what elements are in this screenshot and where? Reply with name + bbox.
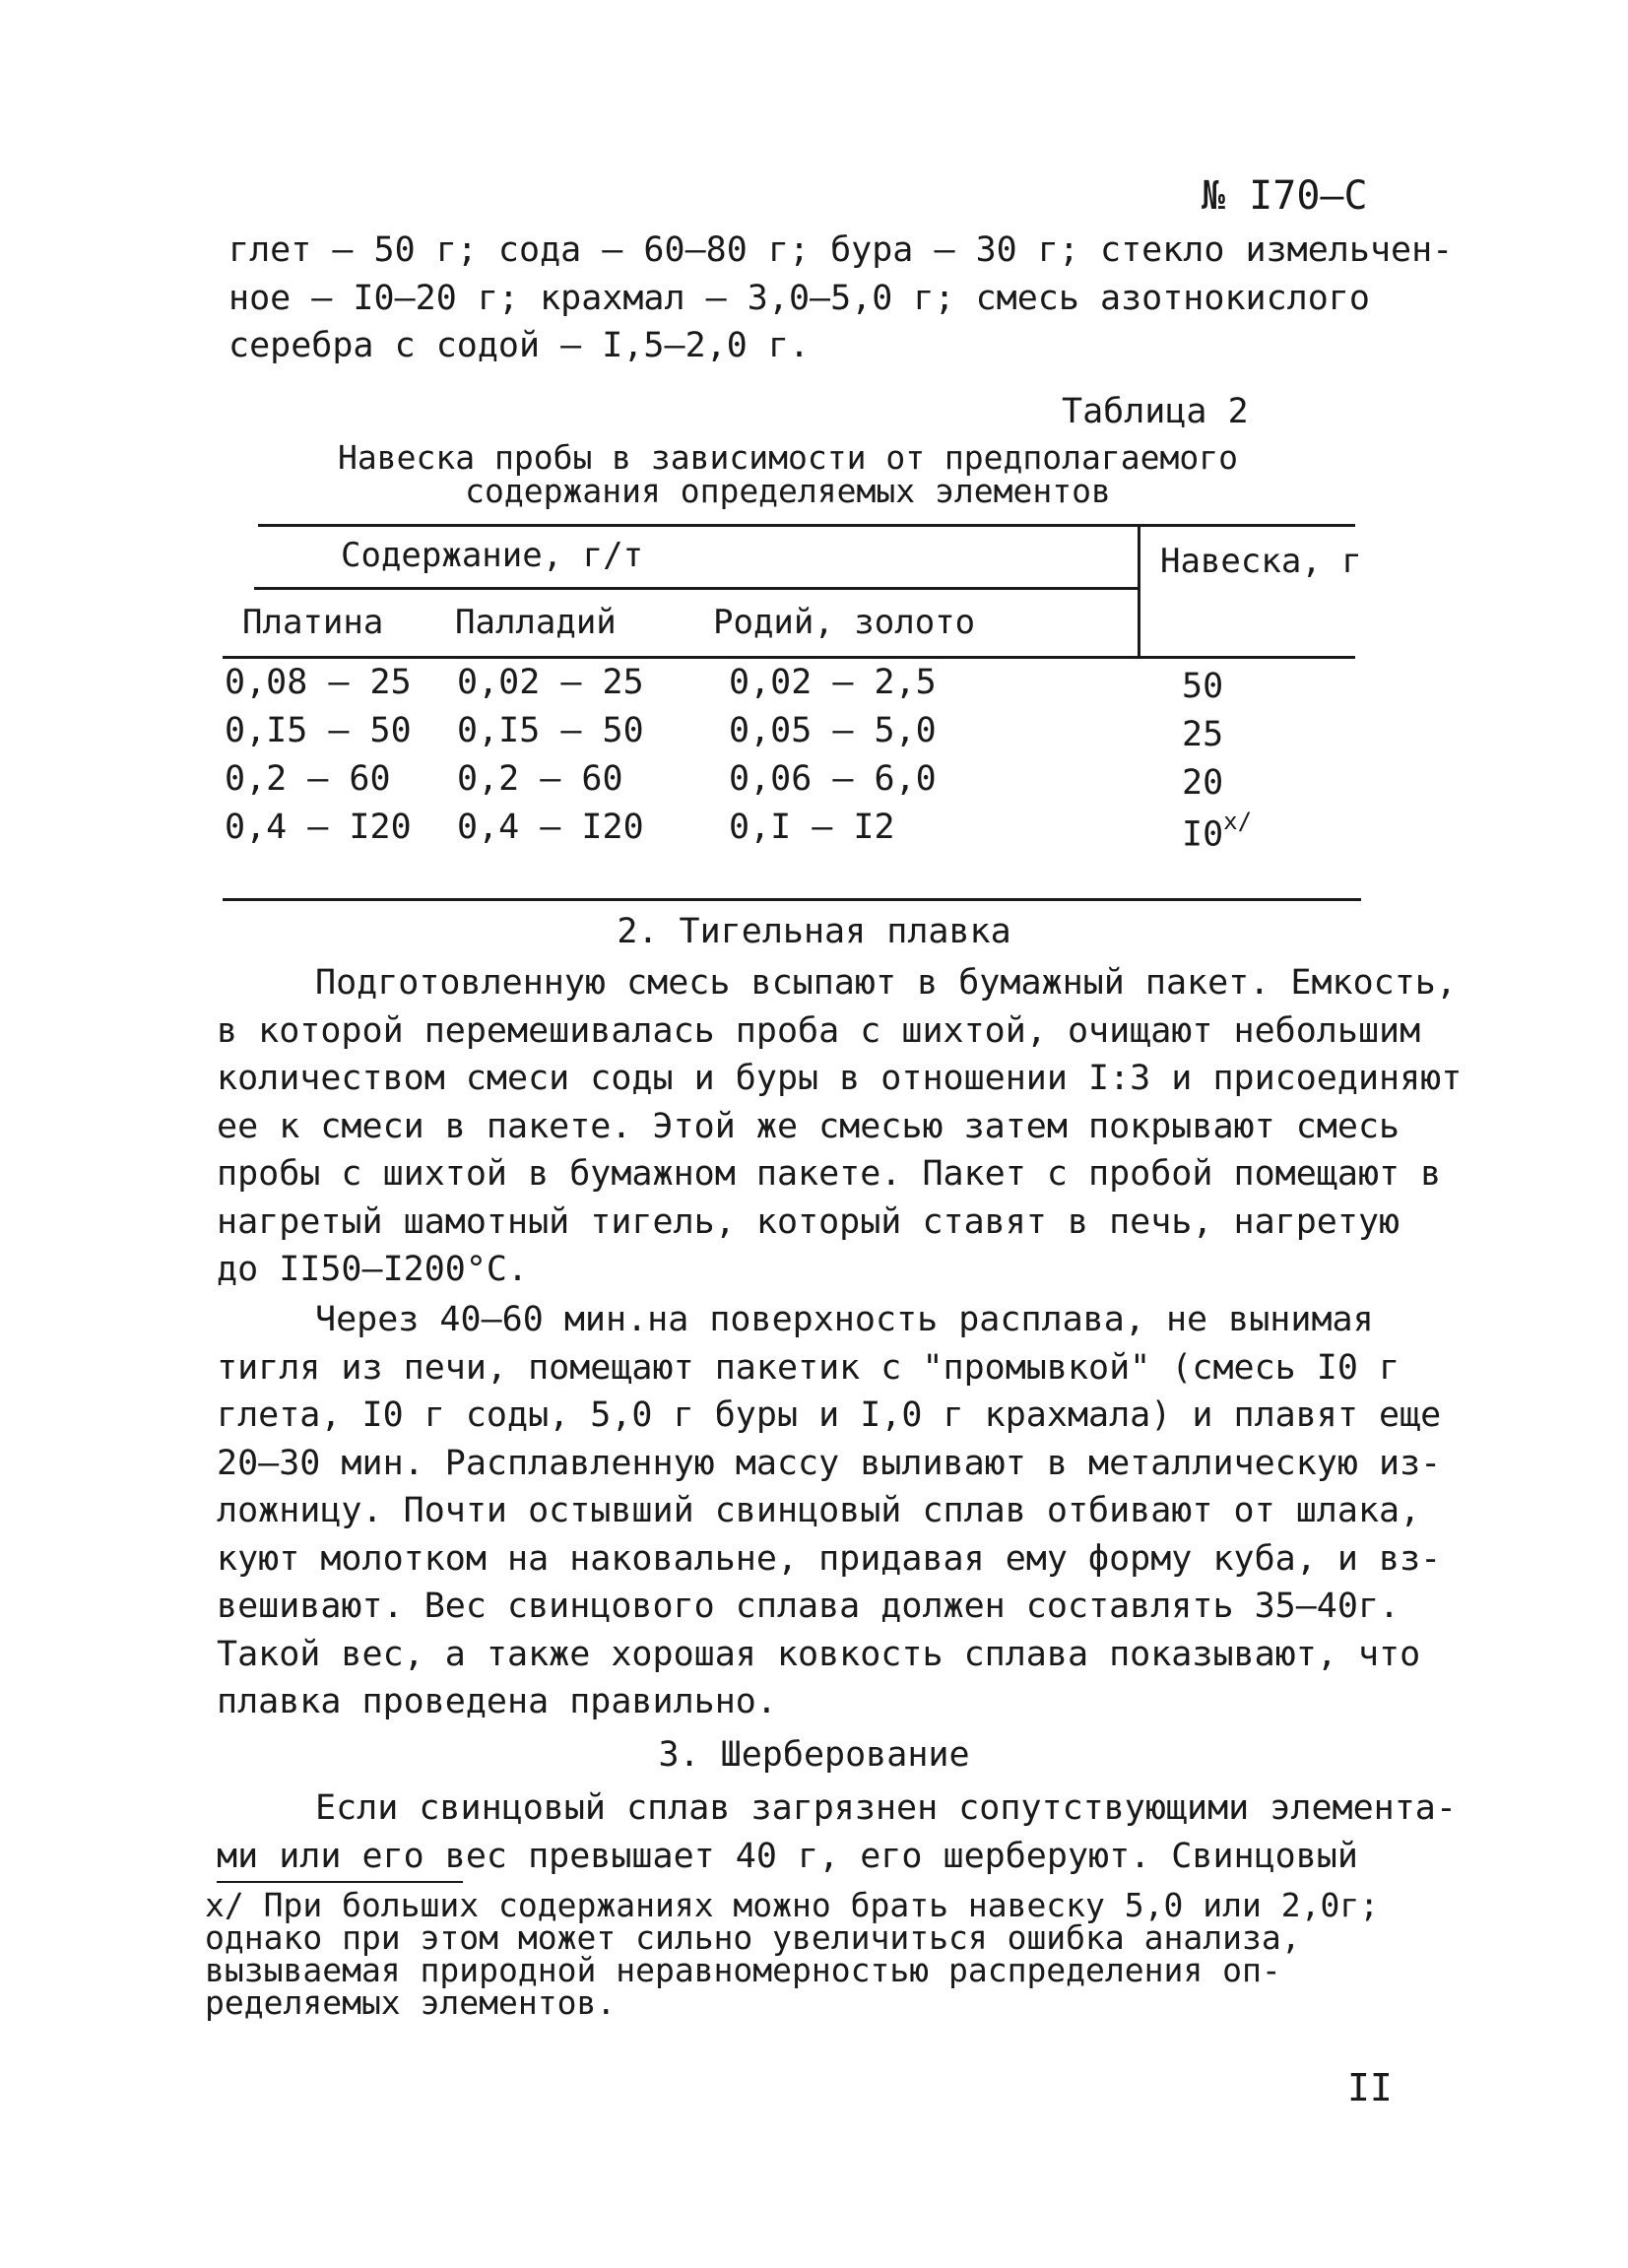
footnote-marker: х/ (1223, 808, 1253, 835)
table-group-rule (254, 587, 1140, 590)
footnote-line: ределяемых элементов. (205, 1983, 617, 2022)
cell-palladium: 0,2 – 60 (457, 759, 623, 799)
text-line: тигля из печи, помещают пакетик с "промывкой" (смесь I0 г (217, 1347, 1400, 1388)
cell-weight: 50 (1182, 667, 1224, 706)
table-caption: Таблица 2 (1062, 392, 1249, 431)
table-top-rule (258, 524, 1355, 527)
text-line: Подготовленную смесь всыпают в бумажный пакет. Емкость, (315, 963, 1457, 1003)
document-number: № I70–С (1202, 173, 1368, 219)
cell-rhodium-gold: 0,06 – 6,0 (729, 759, 937, 799)
cell-platinum: 0,4 – I20 (225, 808, 412, 847)
col-header-palladium: Палладий (455, 603, 617, 642)
text-line: глет – 50 г; сода – 60–80 г; бура – 30 г; стекло измельчен- (228, 230, 1454, 270)
paragraph (217, 1784, 1457, 1880)
table-title-line: содержания определяемых элементов (465, 472, 1111, 510)
table-bottom-rule (223, 898, 1361, 901)
table-header-rule (223, 656, 1355, 659)
text-line: до II50–I200°С. (217, 1250, 529, 1289)
paragraph (217, 1296, 1441, 1726)
cell-rhodium-gold: 0,I – I2 (729, 808, 895, 847)
col-header-rhodium-gold: Родий, золото (713, 603, 976, 642)
footnote-line: однако при этом может сильно увеличиться ошибка анализа, (205, 1918, 1301, 1957)
intro-paragraph (228, 227, 1454, 370)
text-line: количеством смеси соды и буры в отношении I:3 и присоединяют (217, 1059, 1463, 1098)
text-line: пробы с шихтой в бумажном пакете. Пакет с пробой помещают в (217, 1154, 1442, 1194)
text-line: вешивают. Вес свинцового сплава должен составлять 35–40г. (217, 1587, 1400, 1626)
footnote-separator (217, 1881, 463, 1883)
cell-platinum: 0,08 – 25 (225, 663, 412, 702)
text-line: нагретый шамотный тигель, который ставят в печь, нагретую (217, 1201, 1400, 1242)
cell-weight (1182, 808, 1253, 855)
text-line: глета, I0 г соды, 5,0 г буры и I,0 г крахмала) и плавят еще (217, 1395, 1442, 1435)
text-line: 20–30 мин. Расплавленную массу выливают в металлическую из- (217, 1443, 1442, 1483)
text-line: плавка проведена правильно. (217, 1682, 777, 1721)
text-line: ее к смеси в пакете. Этой же смесью затем покрывают смесь (217, 1106, 1400, 1146)
footnote-line: х/ При больших содержаниях можно брать навеску 5,0 или 2,0г; (205, 1886, 1380, 1924)
weight-value: I0 (1182, 814, 1224, 855)
paragraph (217, 959, 1462, 1294)
cell-palladium: 0,4 – I20 (457, 808, 644, 847)
text-line: Через 40–60 мин.на поверхность расплава, не вынимая (315, 1300, 1374, 1339)
cell-rhodium-gold: 0,02 – 2,5 (729, 663, 937, 702)
text-line: ложницу. Почти остывший свинцовый сплав отбивают от шлака, (217, 1491, 1421, 1530)
text-line: Если свинцовый сплав загрязнен сопутствующими элемента- (315, 1788, 1457, 1828)
table-column-divider (1138, 524, 1140, 658)
col-header-platinum: Платина (242, 603, 384, 642)
text-line: серебра с содой – I,5–2,0 г. (228, 326, 811, 365)
page-number: II (1347, 2066, 1393, 2109)
cell-palladium: 0,I5 – 50 (457, 711, 644, 750)
table-title (295, 438, 1280, 510)
text-line: ное – I0–20 г; крахмал – 3,0–5,0 г; смесь азотнокислого (228, 278, 1370, 318)
group-header: Содержание, г/т (341, 536, 644, 575)
cell-rhodium-gold: 0,05 – 5,0 (729, 711, 937, 750)
footnote-line: вызываемая природной неравномерностью распределения оп- (205, 1951, 1281, 1989)
table-title-line: Навеска пробы в зависимости от предполагаемого (338, 438, 1238, 477)
text-line: Такой вес, а также хорошая ковкость сплава показывают, что (217, 1634, 1421, 1674)
cell-platinum: 0,I5 – 50 (225, 711, 412, 750)
section-heading: 3. Шерберование (658, 1735, 970, 1775)
footnote (205, 1886, 1380, 2022)
text-line: куют молотком на наковальне, придавая ему форму куба, и вз- (217, 1538, 1442, 1579)
text-line: в которой перемешивалась проба с шихтой, очищают небольшим (217, 1010, 1421, 1051)
cell-weight: 20 (1182, 763, 1224, 803)
text-line: ми или его вес превышает 40 г, его шерберуют. Свинцовый (217, 1836, 1358, 1876)
cell-weight: 25 (1182, 715, 1224, 754)
weight-header: Навеска, г (1160, 542, 1362, 581)
cell-platinum: 0,2 – 60 (225, 759, 391, 799)
cell-palladium: 0,02 – 25 (457, 663, 644, 702)
section-heading: 2. Тигельная плавка (617, 912, 1011, 951)
